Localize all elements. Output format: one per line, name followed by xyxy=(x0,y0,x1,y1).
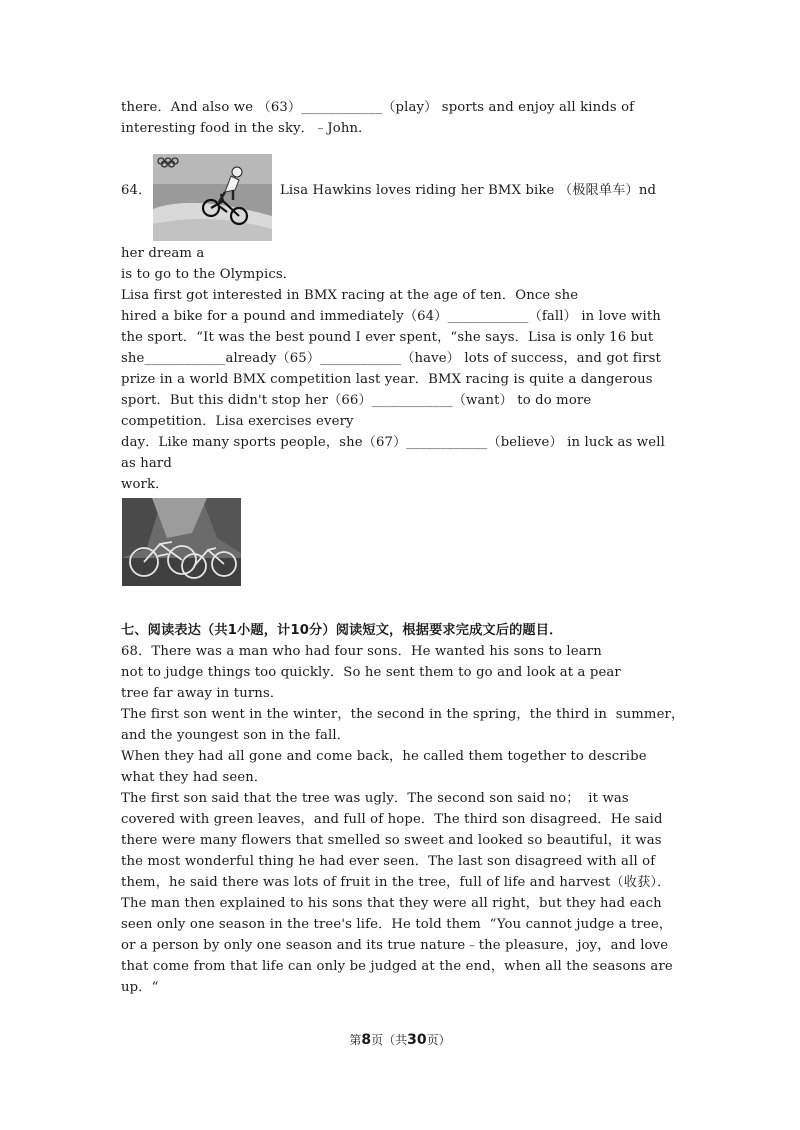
text-line: up．“ xyxy=(121,980,159,995)
text-line: interesting food in the sky．﹣John． xyxy=(121,121,372,136)
footer-pre: 第 xyxy=(349,1033,362,1047)
text-line: what they had seen． xyxy=(121,770,268,785)
text-line: seen only one season in the tree's life．He told them “You cannot judge a tree， xyxy=(121,917,673,932)
text-line: her dream a xyxy=(121,246,205,261)
text-line: The first son said that the tree was ugly．The second son said no； it was xyxy=(121,791,629,806)
text-line: sport．But this didn't stop her（66）____________（want） to do more xyxy=(121,393,592,408)
footer-page-number: 8 xyxy=(361,1032,372,1048)
text-line: 68．There was a man who had four sons．He wanted his sons to learn xyxy=(121,644,602,659)
text-line: Lisa first got interested in BMX racing at the age of ten．Once she xyxy=(121,288,579,303)
text-line: the most wonderful thing he had ever seen．The last son disagreed with all of xyxy=(121,854,656,869)
footer-total-pages: 30 xyxy=(407,1032,427,1048)
text-line: is to go to the Olympics． xyxy=(121,267,297,282)
footer-post: 页） xyxy=(426,1033,451,1047)
text-line: hired a bike for a pound and immediately（64）____________（fall） in love with xyxy=(121,309,661,324)
text-line: as hard xyxy=(121,456,172,471)
text-line: that come from that life can only be judged at the end，when all the seasons are xyxy=(121,959,673,974)
text-line: prize in a world BMX competition last year．BMX racing is quite a dangerous xyxy=(121,372,653,387)
text-line: there were many flowers that smelled so sweet and looked so beautiful，it was xyxy=(121,833,662,848)
text-line: them，he said there was lots of fruit in the tree，full of life and harvest（收获）． xyxy=(121,875,671,890)
bmx-rider-photo xyxy=(153,154,272,241)
page-footer xyxy=(0,1032,800,1048)
text-line: competition．Lisa exercises every xyxy=(121,414,354,429)
text-line: she____________already（65）____________（have） lots of success，and got first xyxy=(121,351,662,366)
text-line: The man then explained to his sons that they were all right，but they had each xyxy=(121,896,662,911)
text-line: and the youngest son in the fall． xyxy=(121,728,351,743)
question-64-number: 64． xyxy=(121,183,152,198)
text-line: tree far away in turns． xyxy=(121,686,284,701)
text-line: or a person by only one season and its true nature﹣the pleasure，joy，and love xyxy=(121,938,669,953)
text-line: day．Like many sports people，she（67）____________（believe） in luck as well xyxy=(121,435,665,450)
question-64-intro: Lisa Hawkins loves riding her BMX bike （极限单车）nd xyxy=(280,183,657,198)
text-line: not to judge things too quickly．So he sent them to go and look at a pear xyxy=(121,665,621,680)
text-line: there．And also we （63）____________（play） sports and enjoy all kinds of xyxy=(121,100,635,115)
footer-mid: 页（共 xyxy=(371,1033,408,1047)
bicycles-photo xyxy=(122,498,241,586)
text-line: the sport．“It was the best pound I ever spent，“she says．Lisa is only 16 but xyxy=(121,330,654,345)
text-line: When they had all gone and come back，he called them together to describe xyxy=(121,749,647,764)
text-line: work． xyxy=(121,477,169,492)
section-heading: 七、阅读表达（共1小题，计10分）阅读短文，根据要求完成文后的题目． xyxy=(121,623,563,638)
text-line: covered with green leaves，and full of hope．The third son disagreed．He said xyxy=(121,812,663,827)
text-line: The first son went in the winter，the second in the spring，the third in summer， xyxy=(121,707,685,722)
